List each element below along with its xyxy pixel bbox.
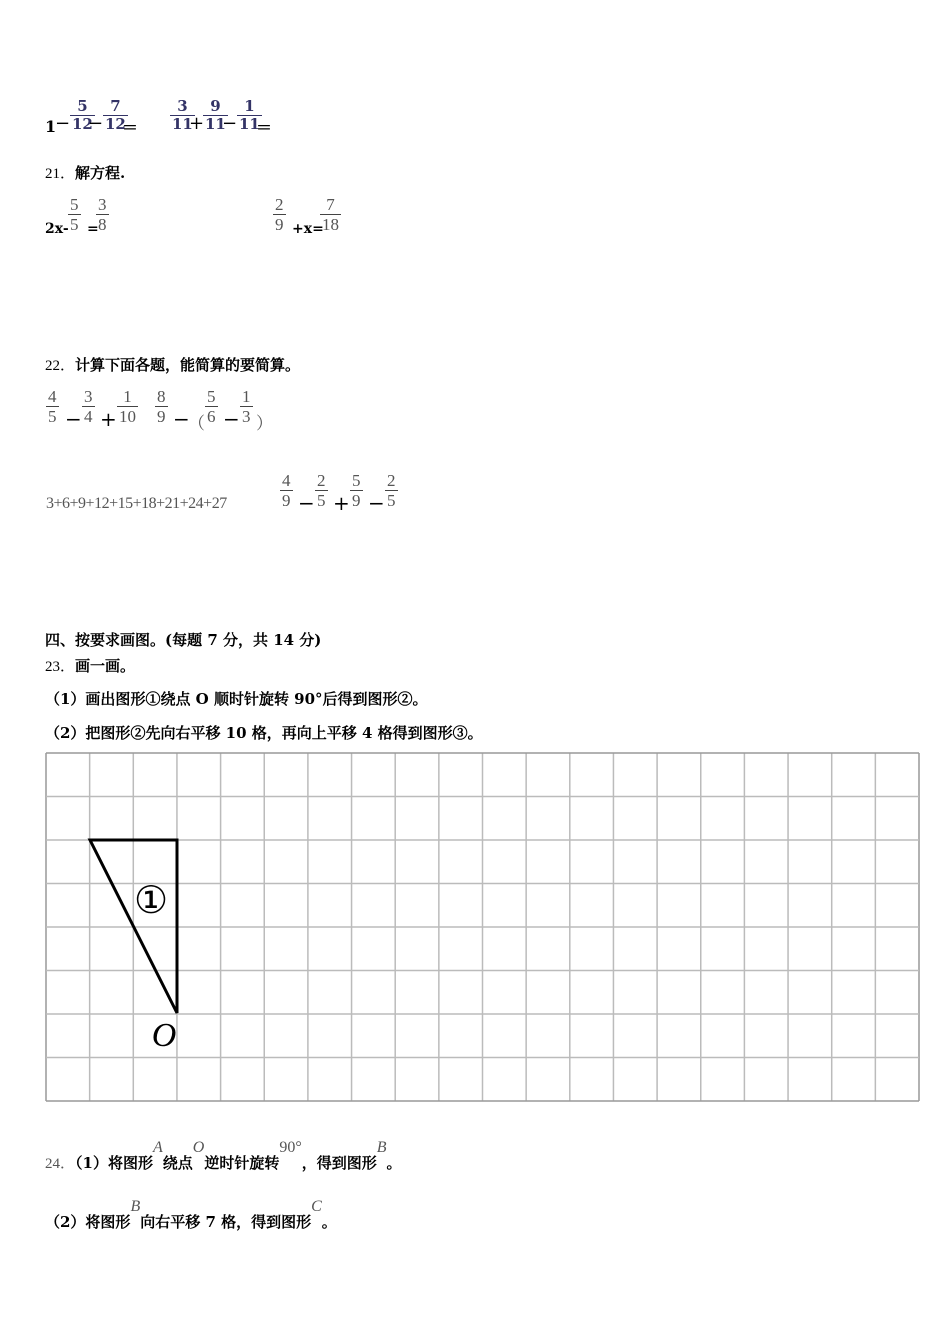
q22-heading — [45, 354, 300, 375]
drawing-grid[interactable] — [40, 748, 925, 1108]
numerator: 7 — [103, 98, 128, 116]
fraction — [117, 387, 138, 426]
numerator: 2 — [275, 195, 284, 214]
shape-label: ① — [133, 878, 169, 922]
denominator: 4 — [84, 407, 93, 426]
q20-lead-one: 1 — [45, 117, 57, 136]
instruction-text: 逆时针旋转 — [204, 1154, 280, 1172]
angle-value: 90° — [279, 1139, 302, 1156]
plus-sign: + — [189, 113, 205, 134]
denominator: 18 — [322, 215, 339, 234]
denominator: 9 — [282, 491, 291, 510]
equation-prefix: 2x- — [45, 221, 69, 237]
question-title: 计算下面各题，能简算的要简算。 — [75, 356, 301, 374]
numerator: 2 — [387, 471, 396, 490]
instruction-text: 。 — [321, 1213, 337, 1231]
fraction — [96, 195, 109, 234]
fraction — [350, 471, 363, 510]
plus-sign: + — [333, 491, 350, 515]
minus-sign: − — [88, 113, 104, 134]
fraction — [46, 387, 59, 426]
minus-sign: − — [223, 407, 240, 431]
q21-heading — [45, 162, 125, 183]
numerator: 1 — [237, 98, 262, 116]
denominator: 11 — [239, 115, 260, 133]
q23-part-2: （2）把图形②先向右平移 10 格，再向上平移 4 格得到图形③。 — [45, 724, 483, 742]
fraction — [82, 387, 95, 426]
shape-variable-b: B — [376, 1139, 387, 1156]
numerator: 1 — [242, 387, 251, 406]
fraction — [320, 195, 341, 234]
numerator: 4 — [282, 471, 291, 490]
minus-sign: − — [65, 407, 82, 431]
question-number: 22． — [45, 358, 76, 374]
numerator: 3 — [98, 195, 107, 214]
numerator: 5 — [70, 98, 95, 116]
denominator: 12 — [72, 115, 93, 133]
numerator: 3 — [84, 387, 93, 406]
instruction-text: ，得到图形 — [301, 1154, 377, 1172]
question-number: 21． — [45, 166, 76, 182]
question-number: 24． — [45, 1156, 76, 1172]
fraction — [240, 387, 253, 426]
plus-x-equals: +x= — [292, 221, 324, 237]
fraction — [280, 471, 293, 510]
minus-sign: − — [55, 113, 71, 134]
equals-sign: = — [87, 221, 99, 237]
fraction — [273, 195, 286, 234]
fraction — [155, 387, 168, 426]
q24-part-2 — [45, 1195, 337, 1235]
denominator: 6 — [207, 407, 216, 426]
instruction-text: 。 — [386, 1154, 402, 1172]
point-variable-o: O — [192, 1139, 205, 1156]
plus-sign: + — [100, 407, 117, 431]
denominator: 11 — [205, 115, 226, 133]
fraction — [315, 471, 328, 510]
minus-sign: − — [222, 113, 238, 134]
numerator: 9 — [203, 98, 228, 116]
instruction-text: （1）将图形 — [75, 1154, 153, 1172]
question-title: 画一画。 — [75, 657, 136, 675]
q23-part-1: （1）画出图形①绕点 O 顺时针旋转 90°后得到图形②。 — [45, 690, 428, 708]
minus-sign: − — [173, 407, 190, 431]
minus-sign: − — [298, 491, 315, 515]
denominator: 5 — [317, 491, 326, 510]
numerator: 5 — [70, 195, 79, 214]
equals-sign: ＝ — [122, 118, 139, 137]
shape-variable-a: A — [152, 1139, 163, 1156]
instruction-text: 绕点 — [162, 1154, 193, 1172]
denominator: 9 — [275, 215, 284, 234]
shape-variable-c: C — [311, 1198, 322, 1215]
numerator: 5 — [207, 387, 216, 406]
numerator: 1 — [117, 387, 138, 407]
q23-heading — [45, 655, 135, 676]
denominator: 12 — [105, 115, 126, 133]
equals-sign: ＝ — [256, 118, 273, 137]
denominator: 10 — [119, 407, 136, 426]
minus-sign: − — [368, 491, 385, 515]
right-paren: ） — [256, 414, 273, 434]
instruction-text: 向右平移 7 格，得到图形 — [140, 1213, 312, 1231]
q24-part-1 — [45, 1136, 402, 1176]
numerator: 4 — [48, 387, 57, 406]
denominator: 9 — [352, 491, 361, 510]
numerator: 5 — [352, 471, 361, 490]
denominator: 9 — [157, 407, 166, 426]
denominator: 11 — [172, 115, 193, 133]
denominator: 5 — [48, 407, 57, 426]
fraction — [385, 471, 398, 510]
numerator: 8 — [157, 387, 166, 406]
denominator: 8 — [98, 215, 107, 234]
denominator: 3 — [242, 407, 251, 426]
question-title: 解方程. — [75, 164, 126, 182]
numerator: 2 — [317, 471, 326, 490]
denominator: 5 — [387, 491, 396, 510]
denominator: 5 — [70, 215, 79, 234]
fraction — [68, 195, 81, 234]
rotation-point-label: O — [151, 1017, 177, 1054]
numerator: 7 — [320, 195, 341, 215]
q22-expression-3: 3+6+9+12+15+18+21+24+27 — [46, 495, 227, 512]
question-number: 23． — [45, 659, 76, 675]
numerator: 3 — [170, 98, 195, 116]
shape-variable-b: B — [130, 1198, 141, 1215]
section-heading: 四、按要求画图。(每题 7 分，共 14 分) — [45, 631, 322, 649]
left-paren: （ — [188, 414, 205, 434]
instruction-text: （2）将图形 — [45, 1213, 131, 1231]
fraction — [205, 387, 218, 426]
